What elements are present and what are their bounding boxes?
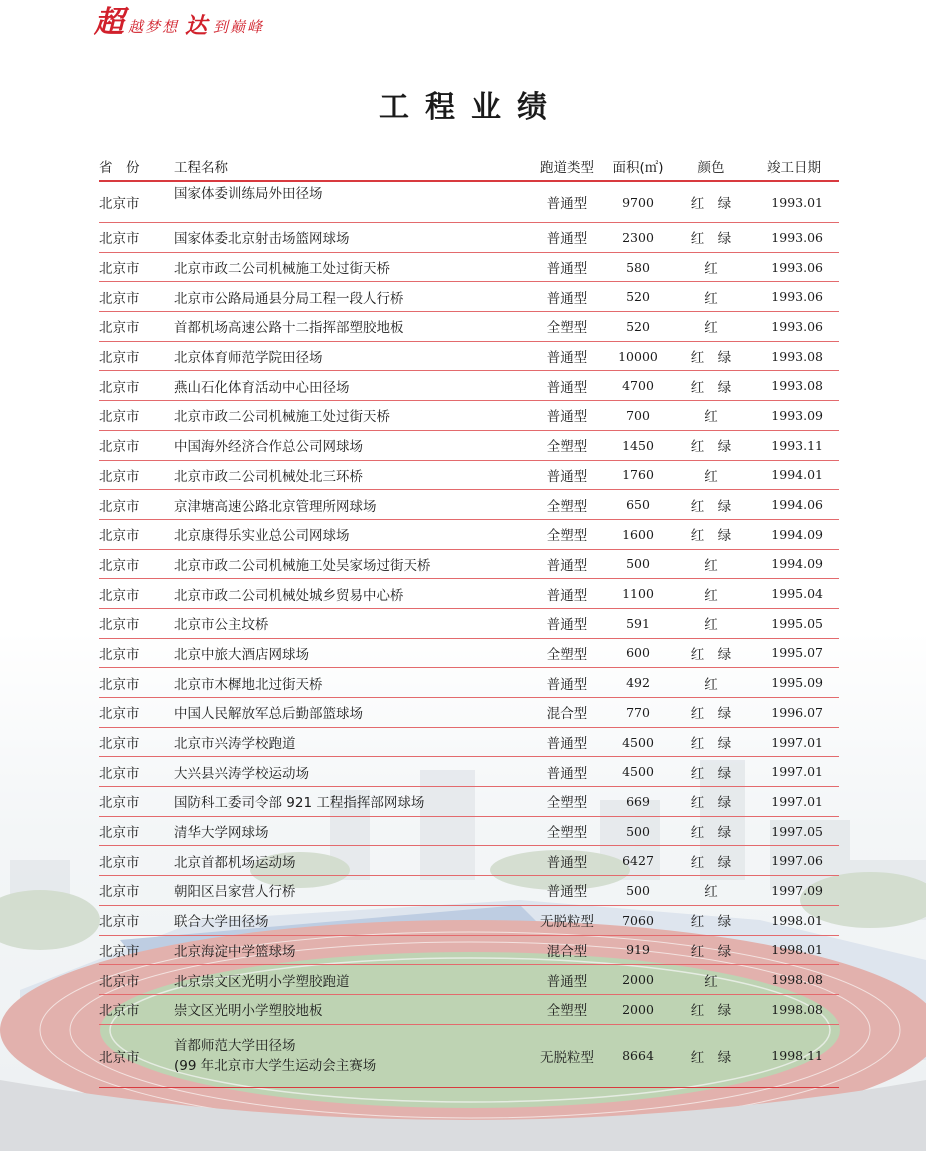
color-cell: 红 绿 xyxy=(690,231,732,248)
completion-date-cell: 1995.04 xyxy=(771,586,823,602)
track-type-cell: 无脱粒型 xyxy=(540,1049,594,1066)
completion-date-cell: 1997.01 xyxy=(771,793,823,809)
province-cell: 北京市 xyxy=(99,587,140,604)
province-cell: 北京市 xyxy=(99,261,140,278)
project-name-cell: 北京市政二公司机械施工处过街天桥 xyxy=(174,409,390,426)
province-cell: 北京市 xyxy=(99,617,140,634)
color-cell: 红 绿 xyxy=(690,795,732,812)
table-row xyxy=(99,282,839,312)
table-row xyxy=(99,846,839,876)
project-name-cell: 燕山石化体育活动中心田径场 xyxy=(174,379,350,396)
area-cell: 500 xyxy=(626,823,650,839)
project-name-text: 国家体委训练局外田径场 xyxy=(174,186,323,202)
header-area: 面积(㎡) xyxy=(612,160,664,176)
color-cell: 红 绿 xyxy=(690,914,732,931)
province-cell: 北京市 xyxy=(99,795,140,812)
area-cell: 4700 xyxy=(622,378,654,394)
logo-slogan-part-1: 越梦想 xyxy=(128,18,180,36)
completion-date-cell: 1993.09 xyxy=(771,407,823,423)
province-cell: 北京市 xyxy=(99,1049,140,1066)
area-cell: 4500 xyxy=(622,734,654,750)
project-name-cell: 北京市政二公司机械处北三环桥 xyxy=(174,468,363,485)
project-name-cell: 北京市公主坟桥 xyxy=(174,617,269,634)
area-cell: 669 xyxy=(626,793,650,809)
province-cell: 北京市 xyxy=(99,468,140,485)
area-cell: 500 xyxy=(626,882,650,898)
track-type-cell: 普通型 xyxy=(546,587,588,604)
table-row xyxy=(99,342,839,372)
completion-date-cell: 1993.11 xyxy=(771,437,823,453)
table-row xyxy=(99,639,839,669)
table-row xyxy=(99,965,839,995)
area-cell: 1760 xyxy=(622,467,654,483)
header-name: 工程名称 xyxy=(174,160,228,176)
project-name-cell: 清华大学网球场 xyxy=(174,825,269,842)
project-name-cell: 北京海淀中学篮球场 xyxy=(174,943,296,960)
color-cell: 红 绿 xyxy=(690,943,732,960)
province-cell: 北京市 xyxy=(99,914,140,931)
track-type-cell: 混合型 xyxy=(546,943,588,960)
area-cell: 10000 xyxy=(618,348,658,364)
track-type-cell: 普通型 xyxy=(546,261,588,278)
table-header xyxy=(99,152,839,182)
completion-date-cell: 1993.01 xyxy=(771,194,823,210)
color-cell: 红 xyxy=(704,587,718,604)
province-cell: 北京市 xyxy=(99,646,140,663)
completion-date-cell: 1997.09 xyxy=(771,882,823,898)
province-cell: 北京市 xyxy=(99,973,140,990)
project-name-cell: 联合大学田径场 xyxy=(174,914,269,931)
project-name-cell: 北京市政二公司机械施工处吴家场过街天桥 xyxy=(174,557,431,574)
color-cell: 红 xyxy=(704,320,718,337)
track-type-cell: 全塑型 xyxy=(546,795,588,812)
track-type-cell: 全塑型 xyxy=(546,528,588,545)
area-cell: 600 xyxy=(626,645,650,661)
page-title: 工程业绩 xyxy=(379,90,563,125)
project-name-cell: 国防科工委司令部 921 工程指挥部网球场 xyxy=(174,795,425,812)
color-cell: 红 绿 xyxy=(690,350,732,367)
province-cell: 北京市 xyxy=(99,943,140,960)
table-row xyxy=(99,371,839,401)
area-cell: 770 xyxy=(626,704,650,720)
area-cell: 1100 xyxy=(622,586,654,602)
completion-date-cell: 1994.09 xyxy=(771,526,823,542)
logo-slogan-part-2: 到巅峰 xyxy=(213,18,265,36)
color-cell: 红 绿 xyxy=(690,706,732,723)
province-cell: 北京市 xyxy=(99,350,140,367)
track-type-cell: 普通型 xyxy=(546,765,588,782)
area-cell: 2300 xyxy=(622,229,654,245)
color-cell: 红 绿 xyxy=(690,1049,732,1066)
color-cell: 红 xyxy=(704,617,718,634)
track-type-cell: 普通型 xyxy=(546,617,588,634)
area-cell: 492 xyxy=(626,675,650,691)
track-type-cell: 无脱粒型 xyxy=(540,914,594,931)
project-name-cell: 北京中旅大酒店网球场 xyxy=(174,646,309,663)
project-name-cell: 崇文区光明小学塑胶地板 xyxy=(174,1003,323,1020)
project-table xyxy=(99,152,839,1088)
track-type-cell: 普通型 xyxy=(546,409,588,426)
completion-date-cell: 1995.09 xyxy=(771,675,823,691)
track-type-cell: 全塑型 xyxy=(546,439,588,456)
area-cell: 1450 xyxy=(622,437,654,453)
table-row xyxy=(99,182,839,223)
province-cell: 北京市 xyxy=(99,736,140,753)
color-cell: 红 绿 xyxy=(690,498,732,515)
color-cell: 红 绿 xyxy=(690,439,732,456)
completion-date-cell: 1993.06 xyxy=(771,289,823,305)
header-type: 跑道类型 xyxy=(540,160,594,176)
track-type-cell: 普通型 xyxy=(546,290,588,307)
color-cell: 红 绿 xyxy=(690,854,732,871)
table-row xyxy=(99,490,839,520)
track-type-cell: 普通型 xyxy=(546,676,588,693)
project-name-cell: 中国海外经济合作总公司网球场 xyxy=(174,439,363,456)
completion-date-cell: 1997.05 xyxy=(771,823,823,839)
color-cell: 红 绿 xyxy=(690,196,732,212)
area-cell: 520 xyxy=(626,289,650,305)
table-row xyxy=(99,668,839,698)
table-row xyxy=(99,461,839,491)
project-name-line-1: 首都师范大学田径场 xyxy=(174,1037,296,1054)
completion-date-cell: 1993.08 xyxy=(771,348,823,364)
completion-date-cell: 1994.06 xyxy=(771,497,823,513)
province-cell: 北京市 xyxy=(99,825,140,842)
area-cell: 2000 xyxy=(622,972,654,988)
province-cell: 北京市 xyxy=(99,196,140,212)
track-type-cell: 普通型 xyxy=(546,196,588,212)
company-slogan-logo xyxy=(94,4,264,38)
header-date: 竣工日期 xyxy=(767,160,821,176)
project-name-cell: 中国人民解放军总后勤部篮球场 xyxy=(174,706,363,723)
province-cell: 北京市 xyxy=(99,854,140,871)
track-type-cell: 普通型 xyxy=(546,231,588,248)
table-row xyxy=(99,995,839,1025)
track-type-cell: 普通型 xyxy=(546,736,588,753)
completion-date-cell: 1995.07 xyxy=(771,645,823,661)
project-name-cell: 北京崇文区光明小学塑胶跑道 xyxy=(174,973,350,990)
area-cell: 2000 xyxy=(622,1001,654,1017)
project-name-cell: 首都机场高速公路十二指挥部塑胶地板 xyxy=(174,320,404,337)
table-row xyxy=(99,431,839,461)
area-cell: 6427 xyxy=(622,853,654,869)
area-cell: 7060 xyxy=(622,912,654,928)
table-row xyxy=(99,936,839,966)
province-cell: 北京市 xyxy=(99,231,140,248)
project-name-cell xyxy=(174,1036,530,1076)
track-type-cell: 普通型 xyxy=(546,468,588,485)
track-type-cell: 全塑型 xyxy=(546,498,588,515)
project-name-cell xyxy=(174,186,530,212)
table-row xyxy=(99,698,839,728)
completion-date-cell: 1998.08 xyxy=(771,1001,823,1017)
color-cell: 红 绿 xyxy=(690,379,732,396)
province-cell: 北京市 xyxy=(99,1003,140,1020)
project-name-cell: 北京首都机场运动场 xyxy=(174,854,296,871)
table-row xyxy=(99,609,839,639)
completion-date-cell: 1994.09 xyxy=(771,556,823,572)
table-row xyxy=(99,312,839,342)
color-cell: 红 xyxy=(704,409,718,426)
track-type-cell: 混合型 xyxy=(546,706,588,723)
table-row xyxy=(99,223,839,253)
table-row xyxy=(99,757,839,787)
area-cell: 4500 xyxy=(622,764,654,780)
project-name-cell: 国家体委北京射击场篮网球场 xyxy=(174,231,350,248)
province-cell: 北京市 xyxy=(99,706,140,723)
project-name-cell: 北京市木樨地北过街天桥 xyxy=(174,676,323,693)
table-row xyxy=(99,728,839,758)
completion-date-cell: 1994.01 xyxy=(771,467,823,483)
completion-date-cell: 1997.01 xyxy=(771,764,823,780)
completion-date-cell: 1993.06 xyxy=(771,318,823,334)
province-cell: 北京市 xyxy=(99,439,140,456)
table-row xyxy=(99,817,839,847)
project-name-line-2: (99 年北京市大学生运动会主赛场 xyxy=(174,1057,377,1074)
completion-date-cell: 1993.08 xyxy=(771,378,823,394)
area-cell: 591 xyxy=(626,615,650,631)
color-cell: 红 xyxy=(704,676,718,693)
track-type-cell: 全塑型 xyxy=(546,825,588,842)
area-cell: 9700 xyxy=(622,194,654,210)
color-cell: 红 绿 xyxy=(690,1003,732,1020)
province-cell: 北京市 xyxy=(99,528,140,545)
province-cell: 北京市 xyxy=(99,379,140,396)
table-row xyxy=(99,579,839,609)
track-type-cell: 普通型 xyxy=(546,854,588,871)
color-cell: 红 xyxy=(704,261,718,278)
completion-date-cell: 1998.01 xyxy=(771,912,823,928)
completion-date-cell: 1993.06 xyxy=(771,259,823,275)
project-name-cell: 北京市政二公司机械处城乡贸易中心桥 xyxy=(174,587,404,604)
logo-mark: 超 xyxy=(94,5,122,40)
color-cell: 红 绿 xyxy=(690,646,732,663)
province-cell: 北京市 xyxy=(99,320,140,337)
project-name-cell: 北京市政二公司机械施工处过街天桥 xyxy=(174,261,390,278)
completion-date-cell: 1997.06 xyxy=(771,853,823,869)
color-cell: 红 xyxy=(704,557,718,574)
table-body xyxy=(99,182,839,1088)
table-row xyxy=(99,876,839,906)
province-cell: 北京市 xyxy=(99,498,140,515)
completion-date-cell: 1993.06 xyxy=(771,229,823,245)
color-cell: 红 xyxy=(704,468,718,485)
project-name-cell: 大兴县兴涛学校运动场 xyxy=(174,765,309,782)
table-row xyxy=(99,550,839,580)
logo-mark-2: 达 xyxy=(185,13,208,39)
table-row xyxy=(99,1025,839,1088)
completion-date-cell: 1998.08 xyxy=(771,972,823,988)
color-cell: 红 xyxy=(704,884,718,901)
area-cell: 650 xyxy=(626,497,650,513)
area-cell: 700 xyxy=(626,407,650,423)
color-cell: 红 绿 xyxy=(690,528,732,545)
completion-date-cell: 1998.11 xyxy=(771,1048,823,1064)
header-color: 颜色 xyxy=(697,160,725,176)
color-cell: 红 xyxy=(704,973,718,990)
header-province: 省 份 xyxy=(99,160,140,176)
project-name-cell: 北京市兴涛学校跑道 xyxy=(174,736,296,753)
area-cell: 520 xyxy=(626,318,650,334)
table-row xyxy=(99,906,839,936)
color-cell: 红 绿 xyxy=(690,825,732,842)
completion-date-cell: 1996.07 xyxy=(771,704,823,720)
area-cell: 1600 xyxy=(622,526,654,542)
track-type-cell: 全塑型 xyxy=(546,646,588,663)
area-cell: 8664 xyxy=(622,1048,654,1064)
track-type-cell: 全塑型 xyxy=(546,1003,588,1020)
color-cell: 红 绿 xyxy=(690,736,732,753)
area-cell: 500 xyxy=(626,556,650,572)
project-name-cell: 北京康得乐实业总公司网球场 xyxy=(174,528,350,545)
track-type-cell: 普通型 xyxy=(546,884,588,901)
completion-date-cell: 1998.01 xyxy=(771,942,823,958)
province-cell: 北京市 xyxy=(99,676,140,693)
province-cell: 北京市 xyxy=(99,557,140,574)
color-cell: 红 绿 xyxy=(690,765,732,782)
table-row xyxy=(99,401,839,431)
area-cell: 919 xyxy=(626,942,650,958)
province-cell: 北京市 xyxy=(99,409,140,426)
province-cell: 北京市 xyxy=(99,290,140,307)
color-cell: 红 xyxy=(704,290,718,307)
area-cell: 580 xyxy=(626,259,650,275)
track-type-cell: 普通型 xyxy=(546,350,588,367)
table-row xyxy=(99,787,839,817)
project-name-cell: 北京体育师范学院田径场 xyxy=(174,350,323,367)
project-name-cell: 北京市公路局通县分局工程一段人行桥 xyxy=(174,290,404,307)
province-cell: 北京市 xyxy=(99,884,140,901)
table-row xyxy=(99,520,839,550)
province-cell: 北京市 xyxy=(99,765,140,782)
track-type-cell: 全塑型 xyxy=(546,320,588,337)
track-type-cell: 普通型 xyxy=(546,973,588,990)
completion-date-cell: 1997.01 xyxy=(771,734,823,750)
track-type-cell: 普通型 xyxy=(546,379,588,396)
track-type-cell: 普通型 xyxy=(546,557,588,574)
table-row xyxy=(99,253,839,283)
project-name-cell: 京津塘高速公路北京管理所网球场 xyxy=(174,498,377,515)
project-name-cell: 朝阳区吕家营人行桥 xyxy=(174,884,296,901)
completion-date-cell: 1995.05 xyxy=(771,615,823,631)
